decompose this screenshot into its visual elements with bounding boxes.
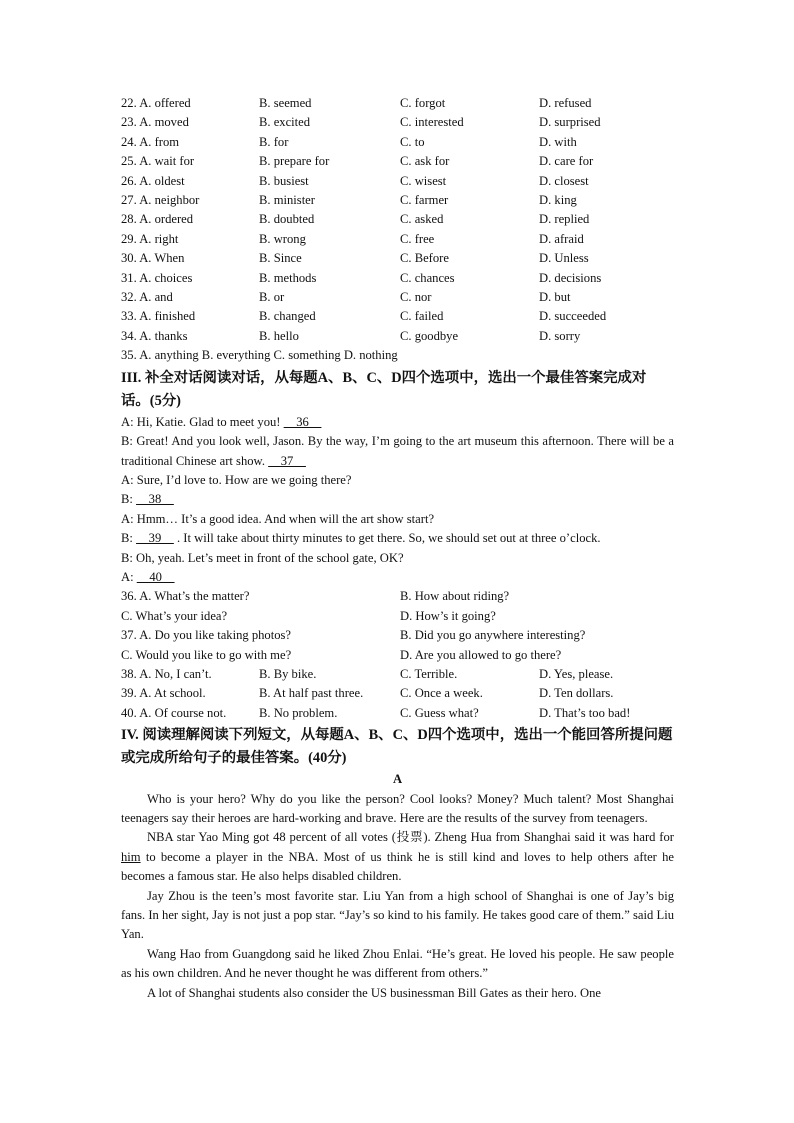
dialogue-line-4 <box>121 490 674 509</box>
option-c: C. Terrible. <box>400 666 458 681</box>
paragraph-text: to become a player in the NBA. Most of us think he is still kind and loves to help others after he becomes a famous star. He also helps disabled children. <box>121 849 674 884</box>
question-36-row-1 <box>121 587 674 606</box>
option-b: B. wrong <box>259 231 306 246</box>
blank-37: 37 <box>268 453 306 468</box>
option-b: B. No problem. <box>259 705 338 720</box>
option-b: B. for <box>259 134 289 149</box>
speaker-label: B: <box>121 531 133 546</box>
option-d: D. decisions <box>539 270 602 285</box>
option-d: D. Ten dollars. <box>539 686 614 701</box>
option-c: C. Before <box>400 251 449 266</box>
option-d: D. Are you allowed to go there? <box>400 647 562 662</box>
option-c: C. Once a week. <box>400 686 483 701</box>
option-d: D. closest <box>539 173 589 188</box>
option-a: 24. A. from <box>121 134 180 149</box>
option-b: B. seemed <box>259 96 312 110</box>
option-c: C. What’s your idea? <box>121 608 228 623</box>
option-d: D. sorry <box>539 328 581 343</box>
option-c: C. wisest <box>400 173 447 188</box>
question-row <box>121 249 674 268</box>
option-a: 38. A. No, I can’t. <box>121 666 212 681</box>
option-a: 39. A. At school. <box>121 686 206 701</box>
option-a: 23. A. moved <box>121 115 189 130</box>
option-d: D. That’s too bad! <box>539 705 631 720</box>
option-a: 25. A. wait for <box>121 154 195 169</box>
dialogue-line-3: A: Sure, I’d love to. How are we going there? <box>121 472 352 487</box>
passage-paragraph-2 <box>121 828 674 886</box>
question-37-row-1 <box>121 626 674 645</box>
option-d: D. afraid <box>539 231 584 246</box>
option-d: D. with <box>539 134 577 149</box>
option-a: 36. A. What’s the matter? <box>121 589 250 604</box>
dialogue-line-8 <box>121 568 674 587</box>
option-a: 22. A. offered <box>121 96 191 110</box>
blank-39: 39 <box>136 531 174 546</box>
option-a: 29. A. right <box>121 231 179 246</box>
passage-paragraph-4: Wang Hao from Guangdong said he liked Zhou Enlai. “He’s great. He loved his people. He saw people as his own children. And he never thought he was different from others.” <box>121 946 674 981</box>
question-row <box>121 288 674 307</box>
option-b: B. Since <box>259 251 302 266</box>
option-c: C. ask for <box>400 154 450 169</box>
dialogue-line-5: A: Hmm… It’s a good idea. And when will the art show start? <box>121 511 435 526</box>
passage-label: A <box>392 772 403 787</box>
dialogue-line-6 <box>121 529 674 548</box>
option-c: C. Guess what? <box>400 705 479 720</box>
option-a: 27. A. neighbor <box>121 193 200 208</box>
question-row <box>121 152 674 171</box>
option-b: B. By bike. <box>259 666 317 681</box>
option-c: C. goodbye <box>400 328 459 343</box>
dialogue-text: A: Hi, Katie. Glad to meet you! <box>121 414 281 429</box>
option-c: C. failed <box>400 309 444 324</box>
option-d: D. but <box>539 290 571 305</box>
blank-36: 36 <box>283 414 322 429</box>
question-row <box>121 133 674 152</box>
question-row <box>121 230 674 249</box>
questions-38-to-40 <box>121 665 674 723</box>
passage-paragraph-5: A lot of Shanghai students also consider the US businessman Bill Gates as their hero. One <box>147 985 602 1000</box>
option-a: 33. A. finished <box>121 309 196 324</box>
question-row <box>121 172 674 191</box>
cloze-options <box>121 94 674 346</box>
option-b: B. Did you go anywhere interesting? <box>400 628 586 643</box>
paragraph-text: NBA star Yao Ming got 48 percent of all votes (投票). Zheng Hua from Shanghai said it was hard for <box>147 830 674 845</box>
blank-38: 38 <box>136 492 174 507</box>
underlined-word: him <box>121 849 141 864</box>
speaker-label: B: <box>121 492 133 507</box>
option-d: D. How’s it going? <box>400 608 496 623</box>
option-c: C. chances <box>400 270 455 285</box>
option-c: C. farmer <box>400 193 449 208</box>
option-b: B. methods <box>259 270 317 285</box>
section-3-title: III. 补全对话阅读对话，从每题A、B、C、D四个选项中，选出一个最佳答案完成对话。(5分) <box>121 369 647 409</box>
option-c: C. nor <box>400 290 432 305</box>
dialogue-line-7: B: Oh, yeah. Let’s meet in front of the school gate, OK? <box>121 550 404 565</box>
passage-paragraph-1: Who is your hero? Why do you like the person? Cool looks? Money? Much talent? Most Shanghai teenagers say their heroes are hard-working and brave. Here are the results of the survey from teenagers. <box>121 791 674 825</box>
option-b: B. minister <box>259 193 315 208</box>
question-row <box>121 94 674 113</box>
option-a: 32. A. and <box>121 290 173 305</box>
question-row <box>121 113 674 132</box>
option-b: B. changed <box>259 309 316 324</box>
question-row <box>121 191 674 210</box>
question-37-row-2 <box>121 646 674 665</box>
dialogue-line-2 <box>121 432 674 471</box>
speaker-label: A: <box>121 569 134 584</box>
option-c: C. to <box>400 134 425 149</box>
option-a: 34. A. thanks <box>121 328 188 343</box>
option-a: 30. A. When <box>121 251 185 266</box>
question-row <box>121 269 674 288</box>
option-c: C. forgot <box>400 96 446 110</box>
option-b: B. doubted <box>259 212 315 227</box>
option-b: B. prepare for <box>259 154 330 169</box>
option-d: D. replied <box>539 212 590 227</box>
option-a: 28. A. ordered <box>121 212 194 227</box>
dialogue-text: B: Great! And you look well, Jason. By the way, I’m going to the art museum this afternoon. There will be a traditional Chinese art show. <box>121 434 674 468</box>
dialogue-line-1 <box>121 413 674 432</box>
option-d: D. care for <box>539 154 594 169</box>
option-c: C. asked <box>400 212 444 227</box>
question-36-row-2 <box>121 607 674 626</box>
option-c: C. interested <box>400 115 464 130</box>
option-d: D. Unless <box>539 251 589 266</box>
question-35: 35. A. anything B. everything C. something D. nothing <box>121 348 398 363</box>
option-a: 31. A. choices <box>121 270 193 285</box>
option-d: D. Yes, please. <box>539 666 614 681</box>
option-b: B. excited <box>259 115 311 130</box>
question-row <box>121 665 674 684</box>
option-d: D. succeeded <box>539 309 607 324</box>
passage-paragraph-3: Jay Zhou is the teen’s most favorite star. Liu Yan from a high school of Shanghai is one of Jay’s big fans. In her sight, Jay is not just a pop star. “Jay’s so kind to his family. He takes good care of them.” said Liu Yan. <box>121 888 674 942</box>
option-b: B. hello <box>259 328 299 343</box>
blank-40: 40 <box>136 569 175 584</box>
question-row <box>121 684 674 703</box>
option-d: D. king <box>539 193 577 208</box>
exam-page <box>121 94 674 1003</box>
option-c: C. free <box>400 231 435 246</box>
question-row <box>121 210 674 229</box>
option-b: B. busiest <box>259 173 309 188</box>
option-d: D. surprised <box>539 115 601 130</box>
option-a: 40. A. Of course not. <box>121 705 227 720</box>
dialogue-text: . It will take about thirty minutes to get there. So, we should set out at three o’clock. <box>177 531 601 546</box>
question-row <box>121 307 674 326</box>
section-4-title: IV. 阅读理解阅读下列短文，从每题A、B、C、D四个选项中，选出一个能回答所提问题或完成所给句子的最佳答案。(40分) <box>121 727 673 767</box>
option-b: B. How about riding? <box>400 589 510 604</box>
option-b: B. At half past three. <box>259 686 364 701</box>
option-d: D. refused <box>539 96 592 110</box>
question-row <box>121 327 674 346</box>
option-c: C. Would you like to go with me? <box>121 647 292 662</box>
option-a: 26. A. oldest <box>121 173 185 188</box>
option-b: B. or <box>259 290 285 305</box>
option-a: 37. A. Do you like taking photos? <box>121 628 292 643</box>
question-row <box>121 704 674 723</box>
